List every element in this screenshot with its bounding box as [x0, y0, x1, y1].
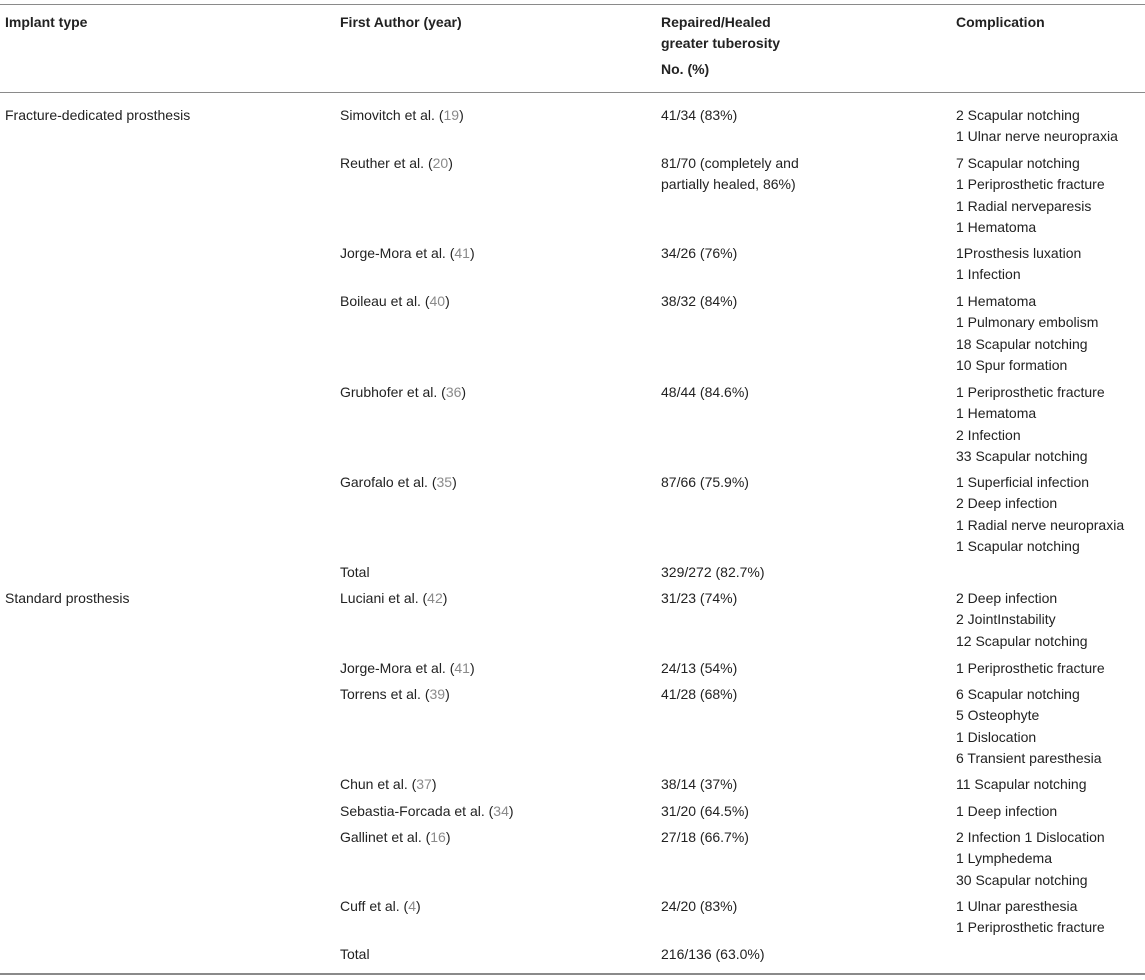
healed-cell — [661, 774, 737, 795]
table-top-rule — [0, 4, 1145, 5]
author-name: Sebastia-Forcada et al. ( — [340, 803, 494, 819]
author-name: Chun et al. ( — [340, 776, 417, 792]
healed-value: 24/20 (83%) — [661, 898, 738, 914]
author-paren: ) — [445, 829, 451, 845]
healed-value: 38/14 (37%) — [661, 776, 738, 792]
reference-link[interactable]: 34 — [493, 803, 509, 819]
complication-item: 11 Scapular notching — [956, 776, 1087, 792]
healed-value: 27/18 (66.7%) — [661, 829, 749, 845]
author-name: Garofalo et al. ( — [340, 474, 437, 490]
complication-item: 1 Dislocation — [956, 728, 1037, 745]
author-paren: ) — [469, 660, 475, 676]
healed-cell — [661, 658, 737, 679]
author-paren: ) — [452, 474, 457, 490]
healed-cell — [661, 896, 737, 917]
reference-link[interactable]: 42 — [427, 590, 443, 606]
healed-cell — [661, 944, 765, 965]
complication-item: 1 Hematoma — [956, 405, 1037, 422]
complication-cell — [956, 105, 1118, 148]
healed-cell — [661, 243, 737, 264]
reference-link[interactable]: 36 — [445, 384, 462, 400]
author-paren: ) — [461, 384, 467, 400]
healed-value: 41/28 (68%) — [661, 686, 738, 702]
reference-link[interactable]: 19 — [443, 107, 460, 123]
healed-value: 87/66 (75.9%) — [661, 474, 749, 490]
healed-value: 34/26 (76%) — [661, 245, 738, 261]
complication-item: 7 Scapular notching — [956, 155, 1080, 171]
complication-cell — [956, 774, 1087, 795]
complication-item: 1 Ulnar paresthesia — [956, 898, 1078, 914]
complication-cell — [956, 896, 1105, 939]
complication-item: 1 Scapular notching — [956, 537, 1080, 554]
complication-item: 1 Pulmonary embolism — [956, 314, 1099, 331]
complication-item: 1 Deep infection — [956, 803, 1058, 819]
header-bottom-rule — [0, 92, 1145, 93]
author-name: Jorge-Mora et al. ( — [340, 245, 455, 261]
author-cell — [340, 243, 475, 264]
healed-value: 24/13 (54%) — [661, 660, 738, 676]
complication-cell — [956, 153, 1105, 238]
healed-cell — [661, 588, 737, 609]
complication-item: 1 Superficial infection — [956, 474, 1090, 490]
author-cell — [340, 684, 450, 705]
healed-cell — [661, 472, 749, 493]
complication-item: 1 Periprosthetic fracture — [956, 919, 1105, 936]
complication-cell — [956, 243, 1081, 286]
complication-item: 6 Scapular notching — [956, 686, 1080, 702]
complication-item: 1 Radial nerve neuropraxia — [956, 516, 1125, 533]
reference-link[interactable]: 4 — [408, 898, 417, 914]
reference-link[interactable]: 20 — [432, 155, 449, 171]
complication-item: 2 Scapular notching — [956, 107, 1080, 123]
author-paren: ) — [416, 898, 421, 914]
author-cell — [340, 382, 466, 403]
complication-cell — [956, 588, 1088, 652]
author-paren: ) — [469, 245, 475, 261]
healed-cell — [661, 382, 749, 403]
healed-value: 31/23 (74%) — [661, 590, 738, 606]
healed-value: 41/34 (83%) — [661, 107, 738, 123]
complication-item: 2 JointInstability — [956, 611, 1056, 628]
healed-cell — [661, 801, 749, 822]
reference-link[interactable]: 37 — [416, 776, 432, 792]
complication-item: 1 Periprosthetic fracture — [956, 176, 1105, 193]
complication-cell — [956, 291, 1098, 376]
healed-cell — [661, 105, 737, 126]
complication-item: 2 Infection — [956, 426, 1021, 443]
author-paren: ) — [508, 803, 514, 819]
header-repaired-line3: No. (%) — [661, 60, 710, 77]
reference-link[interactable]: 41 — [454, 660, 470, 676]
healed-cell — [661, 562, 765, 583]
header-repaired-line1: Repaired/Healed — [661, 14, 771, 30]
healed-value: 31/20 (64.5%) — [661, 803, 749, 819]
total-value: 329/272 (82.7%) — [661, 564, 765, 580]
healed-value: partially healed, 86%) — [661, 176, 796, 193]
table-bottom-rule — [0, 973, 1145, 975]
author-name: Simovitch et al. ( — [340, 107, 444, 123]
implant-type-cell: Fracture-dedicated prosthesis — [5, 107, 191, 123]
header-implant-type: Implant type — [5, 14, 88, 30]
complication-cell — [956, 801, 1057, 822]
author-cell — [340, 105, 464, 126]
author-paren: ) — [445, 686, 450, 702]
author-paren: ) — [445, 293, 450, 309]
author-paren: ) — [442, 590, 448, 606]
healed-cell — [661, 291, 737, 312]
complication-item: 1 Radial nerveparesis — [956, 197, 1092, 214]
author-name: Jorge-Mora et al. ( — [340, 660, 455, 676]
complication-item: 5 Osteophyte — [956, 707, 1040, 724]
header-repaired-line2: greater tuberosity — [661, 35, 781, 52]
complication-item: 1 Hematoma — [956, 293, 1037, 309]
complication-item: 33 Scapular notching — [956, 447, 1088, 464]
complication-item: 1 Hematoma — [956, 218, 1037, 235]
reference-link[interactable]: 39 — [429, 686, 446, 702]
complication-cell — [956, 827, 1105, 891]
complication-cell — [956, 472, 1124, 557]
author-cell — [340, 472, 457, 493]
author-cell — [340, 291, 450, 312]
total-value: 216/136 (63.0%) — [661, 946, 765, 962]
complication-item: 2 Deep infection — [956, 495, 1058, 512]
total-label: Total — [340, 946, 370, 962]
header-first-author: First Author (year) — [340, 14, 462, 30]
complication-item: 1 Lymphedema — [956, 850, 1052, 867]
author-name: Cuff et al. ( — [340, 898, 409, 914]
author-paren: ) — [431, 776, 437, 792]
author-name: Torrens et al. ( — [340, 686, 430, 702]
healed-value: 38/32 (84%) — [661, 293, 738, 309]
healed-value: 81/70 (completely and — [661, 155, 799, 171]
complication-item: 1 Ulnar nerve neuropraxia — [956, 128, 1118, 145]
complication-item: 10 Spur formation — [956, 356, 1068, 373]
author-name: Luciani et al. ( — [340, 590, 428, 606]
author-cell — [340, 153, 453, 174]
author-cell — [340, 827, 451, 848]
author-name: Gallinet et al. ( — [340, 829, 431, 845]
header-complication: Complication — [956, 14, 1045, 30]
author-name: Grubhofer et al. ( — [340, 384, 446, 400]
header-repaired-healed — [661, 12, 780, 80]
complication-item: 6 Transient paresthesia — [956, 749, 1102, 766]
healed-value: 48/44 (84.6%) — [661, 384, 749, 400]
author-cell — [340, 774, 437, 795]
complication-item: 2 Deep infection — [956, 590, 1058, 606]
complication-cell — [956, 382, 1105, 467]
complication-item: 1Prosthesis luxation — [956, 245, 1082, 261]
complication-item: 12 Scapular notching — [956, 632, 1088, 649]
healed-cell — [661, 153, 799, 196]
reference-link[interactable]: 40 — [429, 293, 446, 309]
author-cell — [340, 801, 514, 822]
author-cell — [340, 658, 475, 679]
complication-item: 30 Scapular notching — [956, 871, 1088, 888]
complication-item: 1 Infection — [956, 266, 1021, 283]
implant-type-cell: Standard prosthesis — [5, 590, 130, 606]
author-paren: ) — [448, 155, 453, 171]
complication-item: 2 Infection 1 Dislocation — [956, 829, 1105, 845]
complication-item: 18 Scapular notching — [956, 335, 1088, 352]
total-label: Total — [340, 564, 370, 580]
healed-cell — [661, 684, 737, 705]
complication-item: 1 Periprosthetic fracture — [956, 384, 1105, 400]
complication-cell — [956, 658, 1105, 679]
reference-link[interactable]: 41 — [454, 245, 470, 261]
author-cell — [340, 896, 421, 917]
complication-cell — [956, 684, 1102, 769]
author-name: Reuther et al. ( — [340, 155, 433, 171]
reference-link[interactable]: 16 — [430, 829, 446, 845]
author-name: Boileau et al. ( — [340, 293, 430, 309]
complication-item: 1 Periprosthetic fracture — [956, 660, 1105, 676]
reference-link[interactable]: 35 — [436, 474, 453, 490]
author-cell — [340, 588, 447, 609]
author-paren: ) — [459, 107, 464, 123]
healed-cell — [661, 827, 749, 848]
